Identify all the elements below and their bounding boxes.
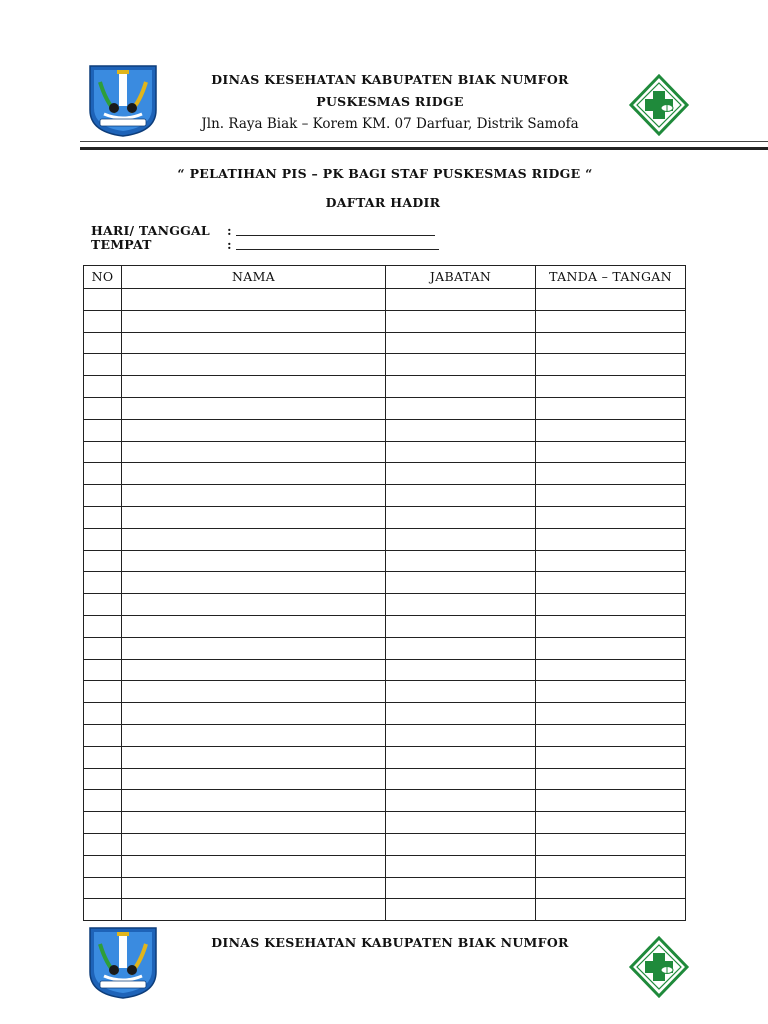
cell-name[interactable] <box>122 310 386 332</box>
table-row <box>84 703 686 725</box>
cell-signature[interactable] <box>536 354 686 376</box>
table-row <box>84 833 686 855</box>
cell-name[interactable] <box>122 746 386 768</box>
cell-position[interactable] <box>386 768 536 790</box>
cell-no[interactable] <box>84 724 122 746</box>
cell-signature[interactable] <box>536 310 686 332</box>
attendance-table <box>83 265 686 921</box>
place-field-line[interactable] <box>236 249 439 250</box>
cell-no[interactable] <box>84 681 122 703</box>
cell-name[interactable] <box>122 441 386 463</box>
cell-position[interactable] <box>386 594 536 616</box>
cell-signature[interactable] <box>536 768 686 790</box>
table-row <box>84 441 686 463</box>
cell-position[interactable] <box>386 659 536 681</box>
cell-name[interactable] <box>122 812 386 834</box>
table-row <box>84 681 686 703</box>
cell-position[interactable] <box>386 790 536 812</box>
cell-signature[interactable] <box>536 615 686 637</box>
cell-signature[interactable] <box>536 397 686 419</box>
table-row <box>84 768 686 790</box>
cell-position[interactable] <box>386 376 536 398</box>
cell-name[interactable] <box>122 419 386 441</box>
table-row <box>84 485 686 507</box>
cell-no[interactable] <box>84 812 122 834</box>
table-row <box>84 855 686 877</box>
cell-signature[interactable] <box>536 877 686 899</box>
table-row <box>84 899 686 921</box>
cell-no[interactable] <box>84 397 122 419</box>
cell-no[interactable] <box>84 354 122 376</box>
cell-position[interactable] <box>386 354 536 376</box>
cell-position[interactable] <box>386 877 536 899</box>
table-row <box>84 572 686 594</box>
header-divider-thick <box>80 147 768 150</box>
cell-signature[interactable] <box>536 528 686 550</box>
cell-name[interactable] <box>122 572 386 594</box>
cell-signature[interactable] <box>536 594 686 616</box>
attendance-rows <box>84 289 686 921</box>
cell-position[interactable] <box>386 419 536 441</box>
facility-address: Jln. Raya Biak – Korem KM. 07 Darfuar, Distrik Samofa <box>201 116 579 132</box>
cell-no[interactable] <box>84 746 122 768</box>
cell-signature[interactable] <box>536 746 686 768</box>
cell-no[interactable] <box>84 855 122 877</box>
cell-no[interactable] <box>84 768 122 790</box>
cell-name[interactable] <box>122 703 386 725</box>
cell-name[interactable] <box>122 594 386 616</box>
table-row <box>84 615 686 637</box>
cell-name[interactable] <box>122 855 386 877</box>
cell-no[interactable] <box>84 332 122 354</box>
table-row <box>84 289 686 311</box>
table-row <box>84 724 686 746</box>
table-row <box>84 790 686 812</box>
cell-no[interactable] <box>84 310 122 332</box>
cell-position[interactable] <box>386 485 536 507</box>
footer-health-cross-logo <box>628 936 690 998</box>
cell-no[interactable] <box>84 594 122 616</box>
cell-no[interactable] <box>84 572 122 594</box>
cell-name[interactable] <box>122 528 386 550</box>
cell-position[interactable] <box>386 310 536 332</box>
cell-no[interactable] <box>84 289 122 311</box>
cell-position[interactable] <box>386 724 536 746</box>
cell-name[interactable] <box>122 506 386 528</box>
cell-signature[interactable] <box>536 463 686 485</box>
table-row <box>84 332 686 354</box>
date-field-line[interactable] <box>236 235 435 236</box>
cell-no[interactable] <box>84 528 122 550</box>
cell-position[interactable] <box>386 441 536 463</box>
cell-no[interactable] <box>84 506 122 528</box>
table-row <box>84 550 686 572</box>
cell-no[interactable] <box>84 790 122 812</box>
cell-signature[interactable] <box>536 899 686 921</box>
cell-position[interactable] <box>386 899 536 921</box>
cell-no[interactable] <box>84 463 122 485</box>
facility-name: PUSKESMAS RIDGE <box>316 94 464 109</box>
column-header-position: JABATAN <box>386 266 536 289</box>
table-row <box>84 397 686 419</box>
cell-name[interactable] <box>122 659 386 681</box>
cell-signature[interactable] <box>536 550 686 572</box>
cell-signature[interactable] <box>536 855 686 877</box>
cell-signature[interactable] <box>536 812 686 834</box>
cell-no[interactable] <box>84 419 122 441</box>
cell-position[interactable] <box>386 615 536 637</box>
column-header-name: NAMA <box>122 266 386 289</box>
cell-signature[interactable] <box>536 572 686 594</box>
table-row <box>84 419 686 441</box>
table-row <box>84 812 686 834</box>
column-header-signature: TANDA – TANGAN <box>536 266 686 289</box>
cell-no[interactable] <box>84 441 122 463</box>
column-header-no: NO <box>84 266 122 289</box>
footer-agency-name: DINAS KESEHATAN KABUPATEN BIAK NUMFOR <box>211 935 569 950</box>
cell-signature[interactable] <box>536 637 686 659</box>
cell-position[interactable] <box>386 746 536 768</box>
cell-no[interactable] <box>84 637 122 659</box>
document-title: DAFTAR HADIR <box>325 195 441 210</box>
cell-position[interactable] <box>386 833 536 855</box>
cell-signature[interactable] <box>536 441 686 463</box>
cell-no[interactable] <box>84 833 122 855</box>
cell-name[interactable] <box>122 768 386 790</box>
cell-name[interactable] <box>122 833 386 855</box>
cell-signature[interactable] <box>536 506 686 528</box>
cell-name[interactable] <box>122 332 386 354</box>
cell-position[interactable] <box>386 855 536 877</box>
footer-health-cross-icon <box>628 936 690 998</box>
place-field-colon: : <box>227 237 232 252</box>
cell-name[interactable] <box>122 615 386 637</box>
table-row <box>84 746 686 768</box>
date-field-colon: : <box>227 223 232 238</box>
cell-position[interactable] <box>386 506 536 528</box>
cell-no[interactable] <box>84 615 122 637</box>
cell-signature[interactable] <box>536 376 686 398</box>
cell-name[interactable] <box>122 289 386 311</box>
table-row <box>84 354 686 376</box>
cell-signature[interactable] <box>536 681 686 703</box>
cell-name[interactable] <box>122 899 386 921</box>
cell-no[interactable] <box>84 899 122 921</box>
cell-signature[interactable] <box>536 790 686 812</box>
cell-no[interactable] <box>84 550 122 572</box>
cell-no[interactable] <box>84 376 122 398</box>
cell-signature[interactable] <box>536 485 686 507</box>
cell-position[interactable] <box>386 289 536 311</box>
cell-position[interactable] <box>386 572 536 594</box>
cell-no[interactable] <box>84 485 122 507</box>
cell-name[interactable] <box>122 354 386 376</box>
cell-signature[interactable] <box>536 833 686 855</box>
date-field-label: HARI/ TANGGAL <box>91 223 210 238</box>
cell-no[interactable] <box>84 703 122 725</box>
cell-no[interactable] <box>84 659 122 681</box>
cell-name[interactable] <box>122 724 386 746</box>
cell-name[interactable] <box>122 877 386 899</box>
cell-position[interactable] <box>386 463 536 485</box>
table-row <box>84 506 686 528</box>
cell-signature[interactable] <box>536 419 686 441</box>
table-row <box>84 310 686 332</box>
cell-position[interactable] <box>386 703 536 725</box>
cell-position[interactable] <box>386 681 536 703</box>
agency-name: DINAS KESEHATAN KABUPATEN BIAK NUMFOR <box>211 72 569 87</box>
cell-position[interactable] <box>386 528 536 550</box>
health-cross-logo <box>628 74 690 136</box>
cell-no[interactable] <box>84 877 122 899</box>
place-field-label: TEMPAT <box>91 237 152 252</box>
cell-position[interactable] <box>386 397 536 419</box>
table-row <box>84 659 686 681</box>
cell-name[interactable] <box>122 681 386 703</box>
cell-position[interactable] <box>386 332 536 354</box>
cell-name[interactable] <box>122 790 386 812</box>
table-row <box>84 594 686 616</box>
table-row <box>84 877 686 899</box>
cell-position[interactable] <box>386 550 536 572</box>
header-divider-thin <box>80 141 768 142</box>
cell-name[interactable] <box>122 463 386 485</box>
health-cross-icon <box>628 74 690 136</box>
cell-signature[interactable] <box>536 724 686 746</box>
cell-name[interactable] <box>122 397 386 419</box>
table-row <box>84 528 686 550</box>
cell-signature[interactable] <box>536 332 686 354</box>
cell-name[interactable] <box>122 550 386 572</box>
cell-name[interactable] <box>122 637 386 659</box>
cell-signature[interactable] <box>536 659 686 681</box>
cell-name[interactable] <box>122 376 386 398</box>
event-title: “ PELATIHAN PIS – PK BAGI STAF PUSKESMAS RIDGE “ <box>177 166 593 181</box>
cell-position[interactable] <box>386 637 536 659</box>
table-row <box>84 376 686 398</box>
table-row <box>84 637 686 659</box>
table-row <box>84 463 686 485</box>
cell-name[interactable] <box>122 485 386 507</box>
table-header-row <box>84 266 686 289</box>
cell-position[interactable] <box>386 812 536 834</box>
cell-signature[interactable] <box>536 289 686 311</box>
cell-signature[interactable] <box>536 703 686 725</box>
